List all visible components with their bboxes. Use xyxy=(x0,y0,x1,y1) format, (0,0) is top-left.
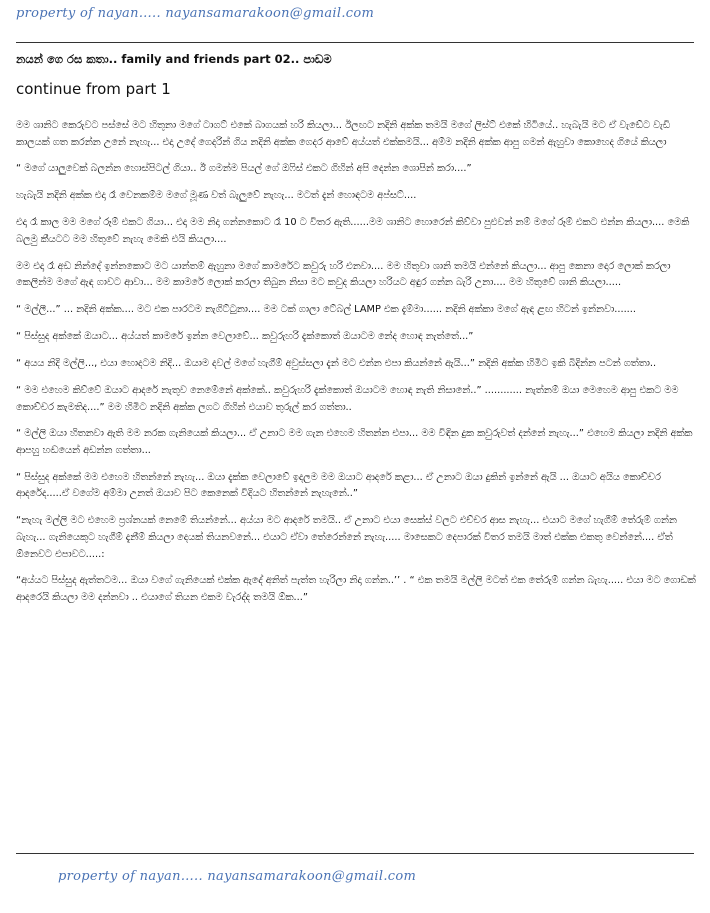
paragraph: “ අයය නිදි මල්ලි..., එයා හොදටම නිදි... ඔයාම දවල් මගේ හැගීම් අවුස්සලා දැන් මට එන්න එපා කියන්නේ ඇයි...” නදිනි අක්ක හිමිට ඉකි බිදින්න පටන් ගත්තා.. xyxy=(16,358,657,370)
paragraph: මම ශානිට කෙරුවට පස්සේ මට හිතුනා මගේ ටාගට් එකේ බාගයක් හරි කියලා... ඊලඟට නදිනි අක්ක තමයි මගේ ලිස්ට් එකේ හිටියේ.. හැබැයි මට ඒ වැඩේට වැඩි කාලයක් ගත කරන්න උනේ නැහැ... එදා උදේ ගෙදරින් ගිය නදිනි අක්ක ගෙදර ආවේ අය්යත් එක්කමයි... අම්ම නදිනි අක්ක ආපු ගමන් ඇහුවා කොහෙද ගියේ කියලා xyxy=(16,120,671,148)
watermark-top: property of nayan….. nayansamarakoon@gmail.com xyxy=(16,6,375,21)
story-title: නයන් ගෙ රස කතා.. family and friends part 02.. පාඩම xyxy=(16,52,332,66)
paragraph: “ මල්ලී...” ... නදිනි අක්ක.... මට එක පාරටම නැගිට්ටුනා.... මම ටක් ගාලා ටේබල් LAMP එක දැම්මා...... නදිනි අක්කා මගේ ඇඳ ළඟ හිටන් ඉන්නවා....... xyxy=(16,304,637,316)
paragraph: “නැහැ මල්ලි මට එහෙම ප්‍රශ්නයක් නෙමේ තියන්නේ... අය්යා මට ආදරේ තමයි.. ඒ උනාට එයා සෙක්ස් වලට එච්චර ආස නැහැ... එයාට මගේ හැගීම් තේරුම් ගන්න බැහැ... ගැනියෙකුට හැගීම් දැනීම් කියලා දෙයක් තියනවනේ... එයාට ඒවා තේරෙන්නේ නැහැ..... මාසෙකට දෙපාරක් විතර තමයි මාත් එක්ක එකතු වෙන්නේ.... ඒත් ඕනෙවට එපාවට.....: xyxy=(16,515,677,560)
paragraph: “ මම එහෙම කිව්වේ ඔයාට ආදරේ නැතුව නෙමේනේ අක්කේ.. කවුරුහරි දැක්කොත් ඔයාටම හොඳ නැති නිසානේ..” ............ නැත්නම් ඔයා මෙහෙම ආපු එකට මම කොච්චර කැමතිද....” මම හිමිට නදිනි අක්ක ලගට ගිහින් එයාව තුරුල් කර ගත්තා.. xyxy=(16,384,679,413)
paragraph: “අය්යට පිස්සුද ඇත්තටම... ඔයා වගේ ගැනියෙක් එක්ක ඇදේ අනිත් පැත්ත හැරිලා නිදා ගන්න..’’ . “ එක තමයි මල්ලි මටත් එක තේරුම් ගන්න බැහැ..... එයා මට ගොඩක් ආදරෙයි කියලා මම දන්නවා .. එයාගේ තියන එකම වැරද්ද තමයි ඕක...” xyxy=(16,575,696,604)
paragraph: මම එදා රෑ අඩ නින්දේ ඉන්නකොට මට යාන්තම් ඇහුනා මගේ කාමරේට කවුරු හරි එනවා.... මම හිතුවා ශානි තමයි එන්නේ කියලා... ආපු කෙනා දොර ලොක් කරලා කෙලින්ම මගේ ඇඳ ගාවට ආවා... මම කාමරේ ලොක් කරලා තිබුන නිසා මට කවුද කියලා හරියට අඳුර ගන්න බැරි උනා.... මම හිතුවේ ශානි කියලා..... xyxy=(16,260,671,289)
paragraph: “ පිස්සුද අක්කේ ඔයාට... අය්යත් කාමරේ ඉන්න වෙලාවේ... කවුරුහරි දැක්කොත් ඔයාටම නේද හොඳ නැත්තේ...” xyxy=(16,331,474,343)
divider-bottom xyxy=(16,853,694,854)
story-body xyxy=(16,118,696,617)
paragraph: එදා රෑ කාල මම මගේ රූම් එකට ගියා... එදා මම නිදා ගන්නකොට රෑ 10 ට විතර ඇති......මම ශානිට හොරෙන් කිව්වා පුළුවන් නම් මගේ රූම් එකට එන්න කියලා.... මෙකි බලමු කීයටට මම හිතුවේ නැහැ මෙකි එයි කියලා.... xyxy=(16,217,690,245)
divider-top xyxy=(16,42,694,43)
watermark-bottom: property of nayan….. nayansamarakoon@gmail.com xyxy=(58,869,417,884)
paragraph: “ මල්ලි ඔයා හිතනවා ඇති මම නරක ගැනියෙක් කියලා... ඒ උනාට මම ගැන එහෙම හිතන්න එපා... මම විඳින දුක කවුරුවත් දන්නේ නැහැ...” එහෙම කියලා නදිනි අක්ක ආපහු හඬයෙන් අඩන්න ගත්තා... xyxy=(16,428,693,456)
paragraph: හැබැයි නදිනි අක්ක එදා රෑ වෙනකම්ම මගේ මූණ වත් බැලුවේ නැහැ... මටත් දැන් හොඳටම අප්සට්.... xyxy=(16,190,417,202)
paragraph: “ පිස්සුද අක්කේ මම එහෙම හිතන්නේ නැහැ... ඔයා දැක්ක වෙලාවේ ඉදලම මම ඔයාට ආදරේ කළා... ඒ උනාට ඔයා දුකින් ඉන්නේ ඇයි ... ඔයාට අයිය කොච්චර ආදරේද.....ඒ වගේම අම්මා උනත් ඔයාව පිට කෙනෙක් විදියට හිතන්නේ නැහැනේ..” xyxy=(16,471,661,500)
story-subtitle: continue from part 1 xyxy=(16,80,171,98)
paragraph: “ මගේ යාලුවෙක් බලන්න හොස්පිටල් ගියා.. ඊ ගමන්ම පියල් ගේ ඔෆිස් එකට ගිහින් අපි දෙන්න ශොපින් කරා....” xyxy=(16,163,472,175)
